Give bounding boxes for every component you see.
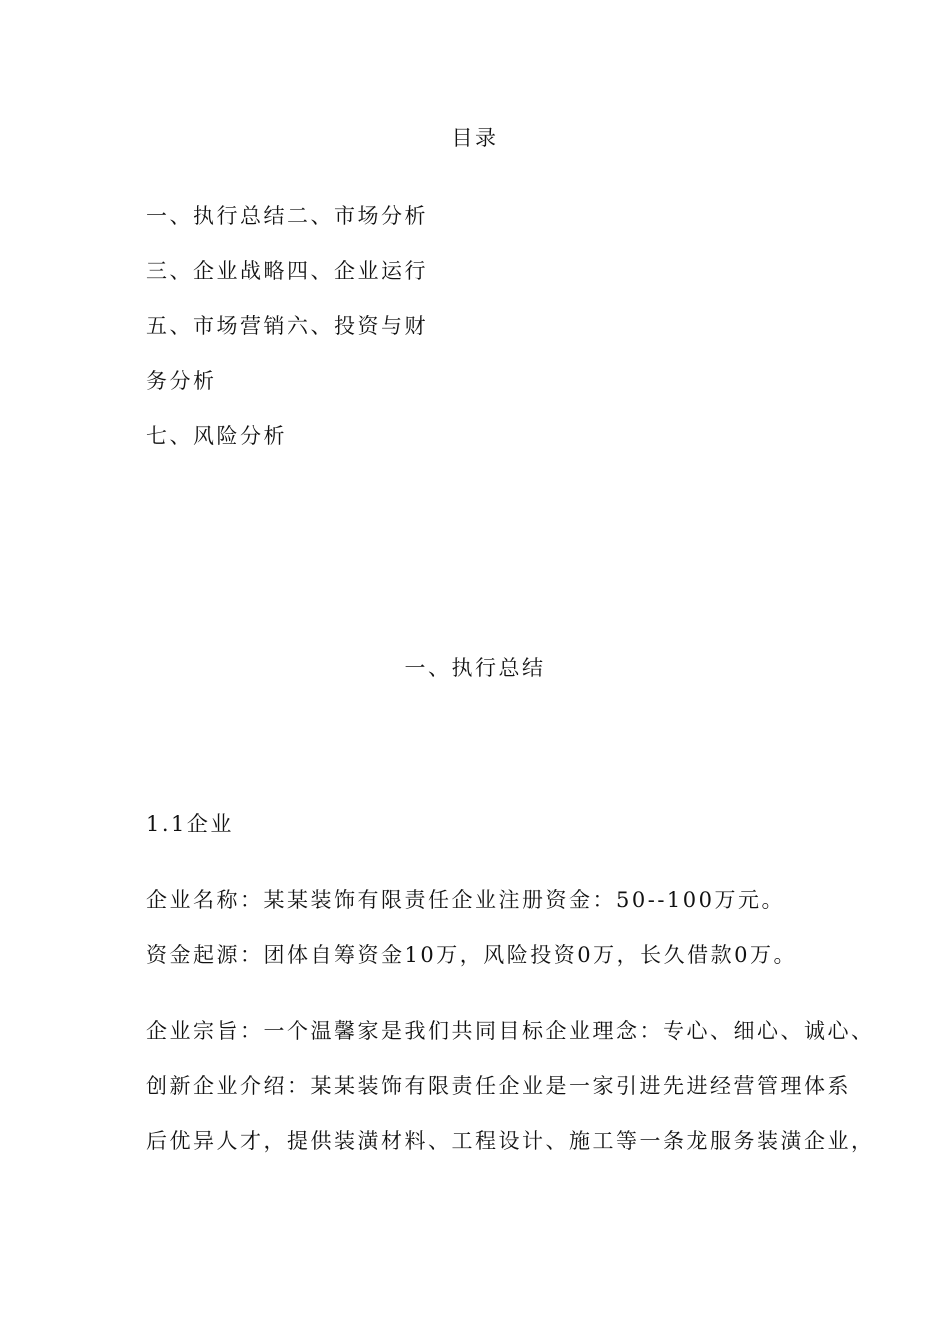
body-paragraph-line: 企业宗旨：一个温馨家是我们共同目标企业理念：专心、细心、诚心、 <box>146 1019 875 1043</box>
body-paragraph-line: 资金起源：团体自筹资金10万，风险投资0万，长久借款0万。 <box>146 943 797 967</box>
section-heading: 一、执行总结 <box>404 656 546 680</box>
body-paragraph-line: 创新企业介绍：某某装饰有限责任企业是一家引进先进经营管理体系 <box>146 1074 851 1098</box>
toc-line: 务分析 <box>146 369 217 393</box>
toc-line: 五、市场营销六、投资与财 <box>146 314 428 338</box>
toc-line: 三、企业战略四、企业运行 <box>146 259 428 283</box>
body-paragraph-line: 企业名称：某某装饰有限责任企业注册资金：50--100万元。 <box>146 888 785 912</box>
body-paragraph-line: 后优异人才，提供装潢材料、工程设计、施工等一条龙服务装潢企业， <box>146 1129 875 1153</box>
subsection-heading: 1.1企业 <box>146 812 234 836</box>
toc-line: 七、风险分析 <box>146 424 287 448</box>
toc-title: 目录 <box>451 126 499 150</box>
toc-line: 一、执行总结二、市场分析 <box>146 204 428 228</box>
